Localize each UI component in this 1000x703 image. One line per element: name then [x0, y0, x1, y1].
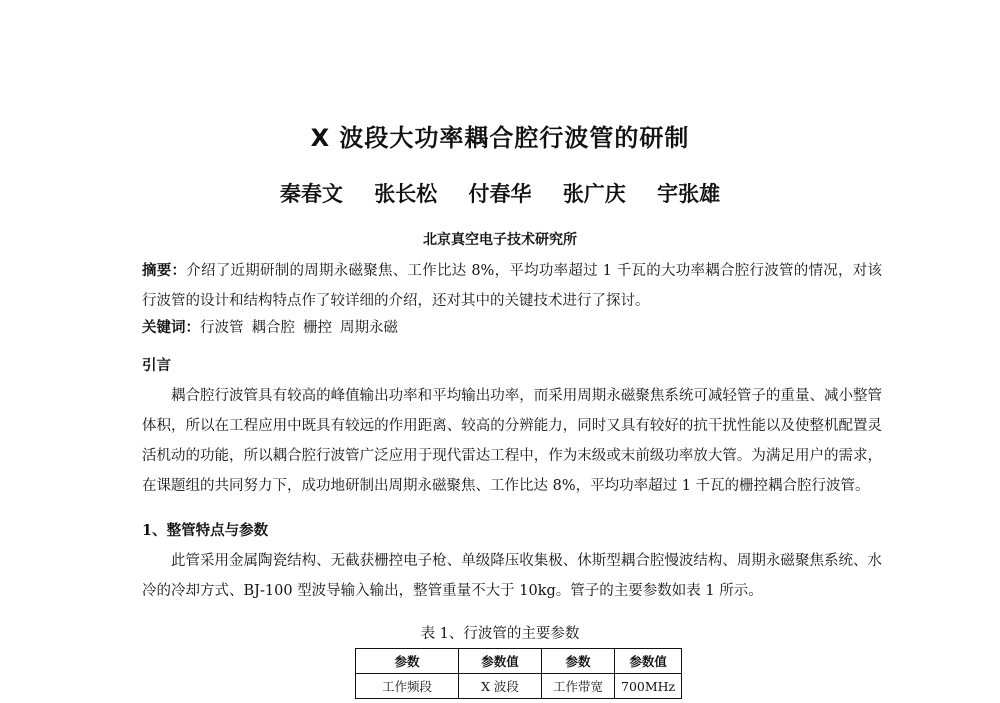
table-header-cell: 参数 [542, 649, 615, 674]
abstract [142, 256, 882, 316]
section-introduction [142, 351, 882, 501]
author-name: 张广庆 [562, 182, 626, 206]
table-row [356, 674, 682, 699]
affiliation: 北京真空电子技术研究所 [423, 232, 577, 248]
keywords [142, 313, 882, 343]
author-name: 张长松 [374, 182, 438, 206]
table-header-row [356, 649, 682, 674]
author-list [0, 178, 1000, 208]
keyword: 周期永磁 [340, 320, 398, 336]
section-features [142, 516, 882, 606]
table-cell: 工作频段 [356, 674, 459, 699]
keyword: 耦合腔 [251, 320, 295, 336]
table-cell: X 波段 [459, 674, 542, 699]
author-name: 秦春文 [279, 182, 343, 206]
abstract-label: 摘要： [142, 262, 187, 279]
section-heading: 1、整管特点与参数 [142, 522, 269, 539]
section-heading: 引言 [142, 357, 171, 374]
table-header-cell: 参数值 [459, 649, 542, 674]
abstract-text: 介绍了近期研制的周期永磁聚焦、工作比达 8%，平均功率超过 1 千瓦的大功率耦合腔行波管的情况，对该行波管的设计和结构特点作了较详细的介绍，还对其中的关键技术进行了探讨。 [142, 263, 882, 309]
author-name: 付春华 [468, 182, 532, 206]
author-name: 宇张雄 [657, 182, 721, 206]
table-header-cell: 参数 [356, 649, 459, 674]
section-paragraph: 耦合腔行波管具有较高的峰值输出功率和平均输出功率，而采用周期永磁聚焦系统可减轻管子的重量、减小整管体积，所以在工程应用中既具有较远的作用距离、较高的分辨能力，同时又具有较好的抗干扰性能以及使整机配置灵活机动的功能，所以耦合腔行波管广泛应用于现代雷达工程中，作为末级或末前级功率放大管。为满足用户的需求，在课题组的共同努力下，成功地研制出周期永磁聚焦、工作比达 8%，平均功率超过 1 千瓦的栅控耦合腔行波管。 [142, 388, 882, 494]
keyword: 栅控 [303, 320, 332, 336]
table-caption: 表 1、行波管的主要参数 [420, 626, 580, 642]
parameter-table [355, 648, 682, 699]
table-cell: 工作带宽 [542, 674, 615, 699]
keyword: 行波管 [200, 320, 244, 336]
section-paragraph: 此管采用金属陶瓷结构、无截获栅控电子枪、单级降压收集极、休斯型耦合腔慢波结构、周期永磁聚焦系统、水冷的冷却方式、BJ-100 型波导输入输出，整管重量不大于 10kg。管子的主要参数如表 1 所示。 [142, 553, 882, 599]
table-cell: 700MHz [615, 674, 682, 699]
paper-title: X 波段大功率耦合腔行波管的研制 [310, 124, 690, 152]
keywords-label: 关键词： [142, 319, 200, 336]
table-header-cell: 参数值 [615, 649, 682, 674]
